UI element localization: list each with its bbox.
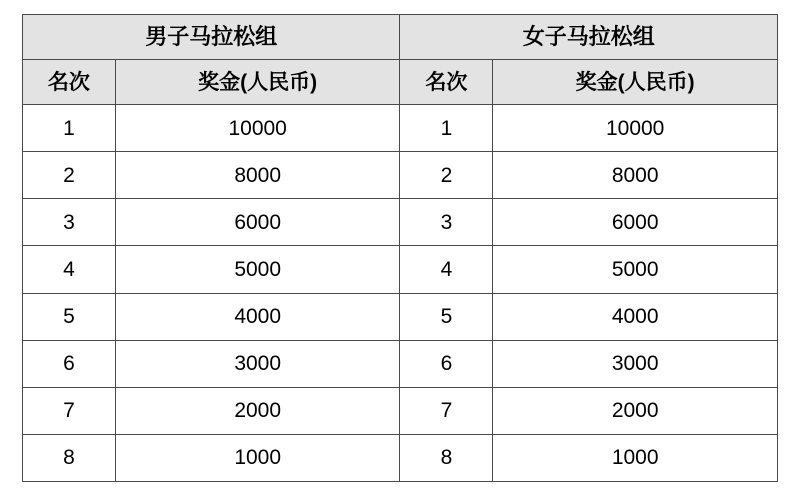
cell-prize-women: 6000 [493, 199, 778, 246]
table-row [23, 152, 778, 199]
column-header-rank-men: 名次 [23, 60, 116, 105]
cell-prize-men: 1000 [115, 434, 400, 481]
cell-rank-women: 1 [400, 105, 493, 152]
cell-rank-men: 1 [23, 105, 116, 152]
column-header-rank-women: 名次 [400, 60, 493, 105]
cell-prize-men: 6000 [115, 199, 400, 246]
cell-prize-women: 4000 [493, 293, 778, 340]
column-header-prize-men: 奖金(人民币) [115, 60, 400, 105]
cell-rank-men: 8 [23, 434, 116, 481]
group-header-row [23, 15, 778, 60]
cell-prize-women: 10000 [493, 105, 778, 152]
cell-prize-women: 5000 [493, 246, 778, 293]
cell-rank-women: 2 [400, 152, 493, 199]
cell-rank-women: 7 [400, 387, 493, 434]
cell-rank-women: 4 [400, 246, 493, 293]
prize-money-table [22, 14, 778, 482]
group-title-men: 男子马拉松组 [23, 15, 400, 60]
cell-prize-men: 3000 [115, 340, 400, 387]
cell-prize-women: 2000 [493, 387, 778, 434]
column-header-prize-women: 奖金(人民币) [493, 60, 778, 105]
cell-prize-men: 4000 [115, 293, 400, 340]
cell-rank-men: 5 [23, 293, 116, 340]
cell-rank-men: 2 [23, 152, 116, 199]
cell-rank-women: 6 [400, 340, 493, 387]
column-header-row [23, 60, 778, 105]
cell-prize-men: 10000 [115, 105, 400, 152]
group-title-women: 女子马拉松组 [400, 15, 778, 60]
cell-rank-women: 3 [400, 199, 493, 246]
table-body [23, 15, 778, 482]
cell-rank-men: 6 [23, 340, 116, 387]
cell-rank-men: 4 [23, 246, 116, 293]
cell-prize-women: 3000 [493, 340, 778, 387]
cell-prize-men: 8000 [115, 152, 400, 199]
cell-rank-men: 7 [23, 387, 116, 434]
table-row [23, 105, 778, 152]
cell-rank-women: 5 [400, 293, 493, 340]
table-row [23, 199, 778, 246]
cell-prize-men: 5000 [115, 246, 400, 293]
cell-rank-women: 8 [400, 434, 493, 481]
cell-prize-women: 1000 [493, 434, 778, 481]
table-row [23, 387, 778, 434]
table-row [23, 340, 778, 387]
cell-prize-women: 8000 [493, 152, 778, 199]
table-row [23, 434, 778, 481]
table-row [23, 246, 778, 293]
cell-rank-men: 3 [23, 199, 116, 246]
cell-prize-men: 2000 [115, 387, 400, 434]
table-row [23, 293, 778, 340]
